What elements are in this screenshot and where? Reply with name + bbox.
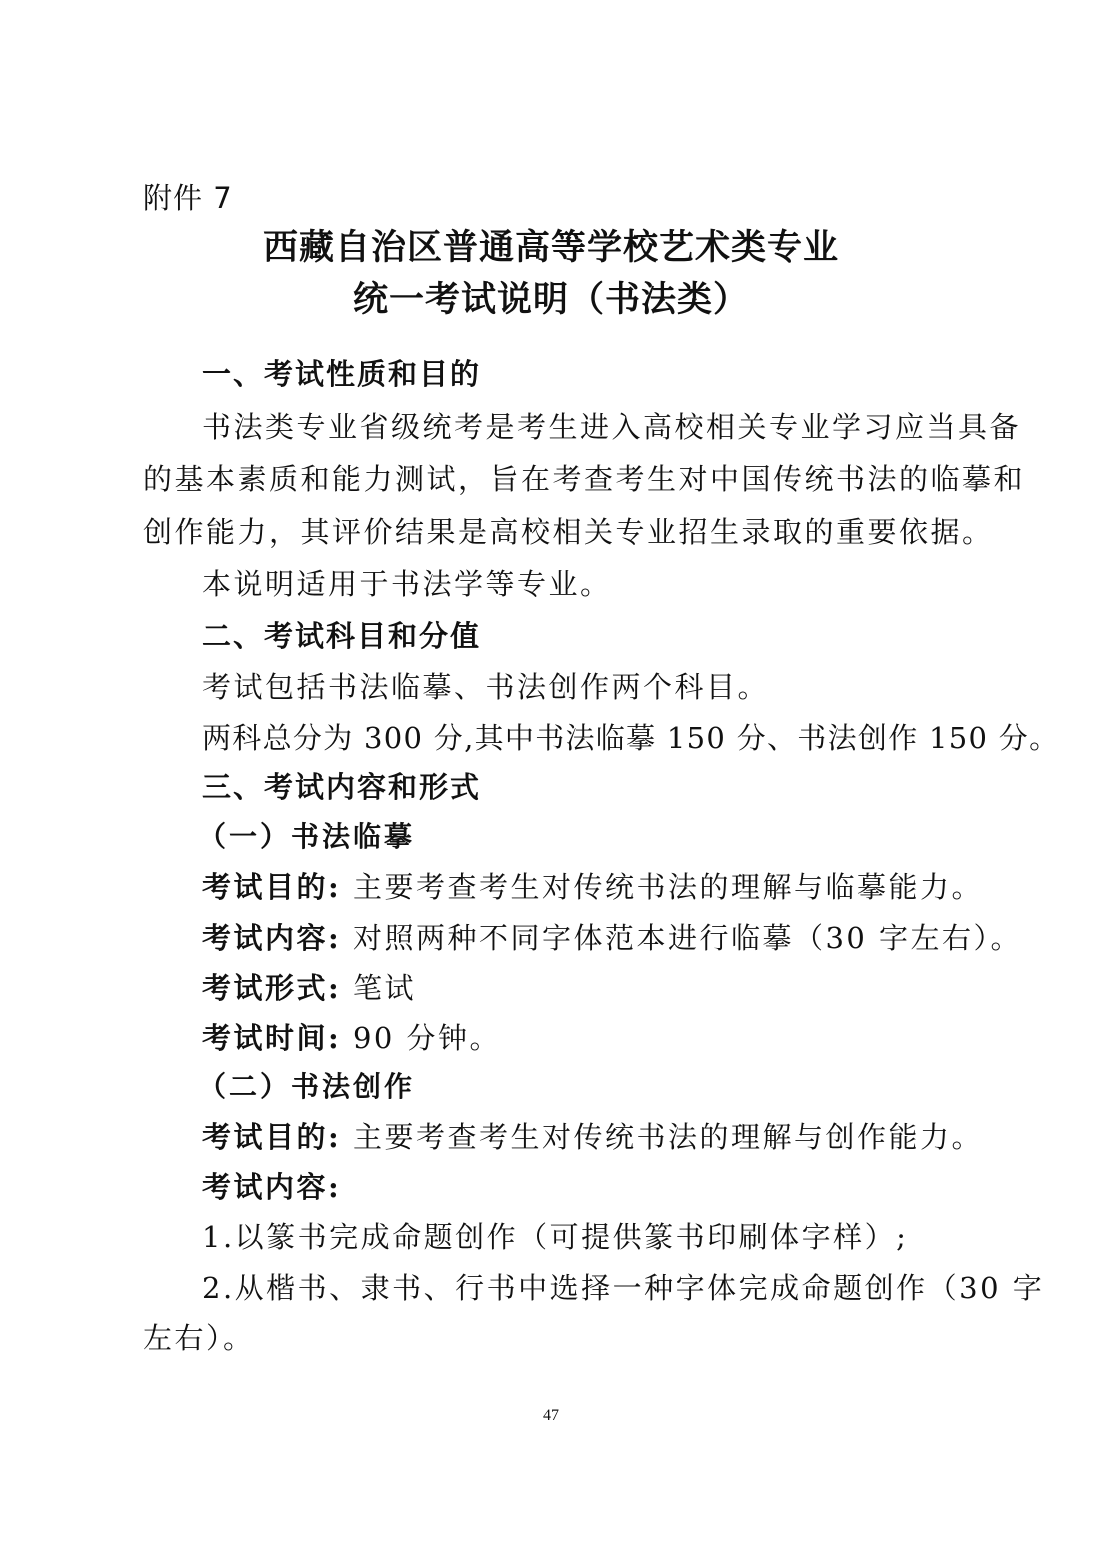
copying-content-text: 对照两种不同字体范本进行临摹（30 字左右）。: [352, 921, 1023, 955]
creation-content-label: 考试内容:: [202, 1170, 342, 1204]
section-3-heading: 三、考试内容和形式: [202, 770, 482, 804]
creation-purpose-row: [202, 1117, 983, 1157]
attachment-label: 附件 7: [143, 181, 233, 215]
copying-purpose-row: [202, 867, 983, 907]
copying-content-label: 考试内容:: [202, 921, 342, 955]
section-2-subjects-text: 考试包括书法临摹、书法创作两个科目。: [202, 670, 770, 704]
section-1-scope-text: 本说明适用于书法学等专业。: [202, 567, 612, 601]
creation-purpose-text: 主要考查考生对传统书法的理解与创作能力。: [352, 1120, 983, 1154]
copying-time-label: 考试时间:: [202, 1021, 342, 1055]
copying-purpose-label: 考试目的:: [202, 870, 342, 904]
copying-time-text: 90 分钟。: [352, 1021, 502, 1055]
section-1-paragraph-line: 创作能力，其评价结果是高校相关专业招生录取的重要依据。: [143, 515, 994, 549]
creation-purpose-label: 考试目的:: [202, 1120, 342, 1154]
page-number: 47: [543, 1407, 559, 1424]
creation-item-2: 2.从楷书、隶书、行书中选择一种字体完成命题创作（30 字: [202, 1271, 1045, 1305]
subsection-creation-heading: （二）书法创作: [198, 1070, 416, 1103]
copying-form-text: 笔试: [352, 971, 416, 1005]
creation-item-2-continuation: 左右）。: [143, 1321, 255, 1355]
creation-content-row: [202, 1167, 341, 1207]
section-1-paragraph-line: 书法类专业省级统考是考生进入高校相关专业学习应当具备: [202, 410, 1022, 444]
subsection-copying-heading: （一）书法临摹: [198, 820, 416, 853]
copying-form-row: [202, 968, 416, 1008]
copying-content-row: [202, 918, 1022, 958]
section-2-heading: 二、考试科目和分值: [202, 619, 482, 653]
copying-form-label: 考试形式:: [202, 971, 342, 1005]
copying-purpose-text: 主要考查考生对传统书法的理解与临摹能力。: [352, 870, 983, 904]
document-title-line-2: 统一考试说明（书法类）: [352, 279, 749, 320]
document-title-line-1: 西藏自治区普通高等学校艺术类专业: [262, 227, 839, 268]
section-2-scores-text: 两科总分为 300 分,其中书法临摹 150 分、书法创作 150 分。: [202, 721, 1060, 755]
section-1-paragraph-line: 的基本素质和能力测试，旨在考查考生对中国传统书法的临摹和: [143, 462, 1026, 496]
section-1-heading: 一、考试性质和目的: [202, 357, 482, 391]
copying-time-row: [202, 1018, 501, 1058]
creation-item-1: 1.以篆书完成命题创作（可提供篆书印刷体字样）;: [202, 1220, 909, 1254]
